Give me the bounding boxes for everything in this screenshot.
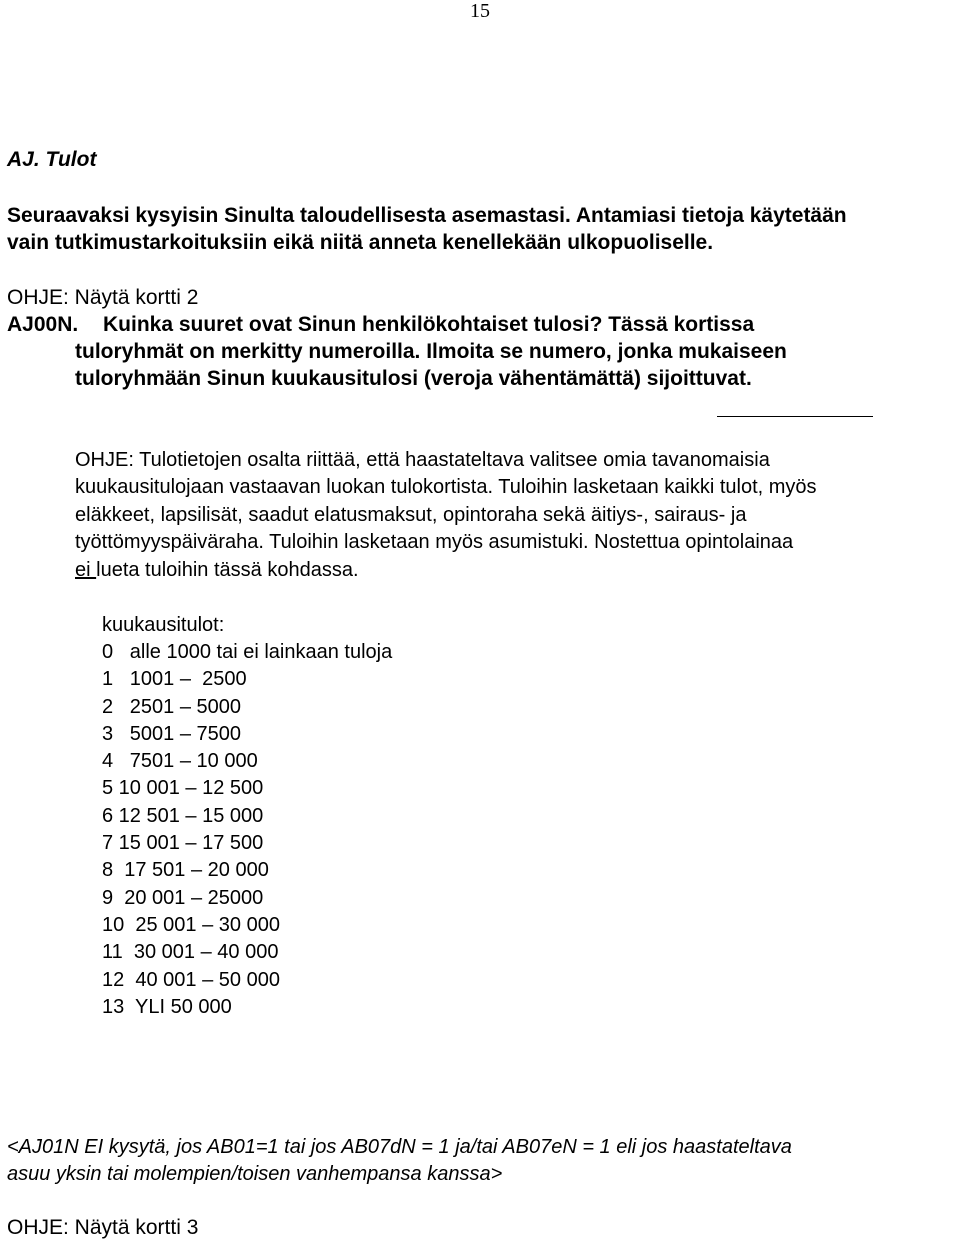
underlined-word: ei [75, 559, 97, 581]
intro-line-1: Seuraavaksi kysyisin Sinulta taloudellisesta asemastasi. Antamiasi tietoja käytetään [7, 204, 847, 227]
income-row-6: 6 12 501 – 15 000 [102, 804, 264, 827]
answer-line[interactable] [717, 416, 873, 417]
income-row-0: 0 alle 1000 tai ei lainkaan tuloja [102, 641, 393, 663]
income-list [102, 639, 392, 1021]
income-row-4: 4 7501 – 10 000 [102, 750, 258, 773]
question-code: AJ00N. [7, 313, 79, 336]
filter-line-1: <AJ01N EI kysytä, jos AB01=1 tai jos AB07dN = 1 ja/tai AB07eN = 1 eli jos haastateltava [7, 1136, 792, 1158]
intro-line-2: vain tutkimustarkoituksiin eikä niitä anneta kenellekään ulkopuoliselle. [7, 231, 714, 254]
note-line-5 [75, 557, 359, 584]
income-row-7: 7 15 001 – 17 500 [102, 832, 264, 855]
income-heading: kuukausitulot: [102, 614, 225, 636]
note-line-1: OHJE: Tulotietojen osalta riittää, että haastateltava valitsee omia tavanomaisia [75, 449, 770, 471]
question-line-2: tuloryhmät on merkitty numeroilla. Ilmoita se numero, jonka mukaiseen [75, 340, 787, 363]
income-row-9: 9 20 001 – 25000 [102, 886, 264, 909]
instruction-card-2: OHJE: Näytä kortti 2 [7, 286, 199, 309]
income-row-2: 2 2501 – 5000 [102, 695, 242, 718]
note-line-2: kuukausitulojaan vastaavan luokan tulokortista. Tuloihin lasketaan kaikki tulot, myös [75, 476, 817, 498]
income-row-11: 11 30 001 – 40 000 [102, 941, 279, 964]
page-number: 15 [470, 0, 490, 22]
question-line-3: tuloryhmään Sinun kuukausitulosi (veroja vähentämättä) sijoittuvat. [75, 367, 752, 390]
section-title: AJ. Tulot [7, 148, 97, 171]
instruction-card-3: OHJE: Näytä kortti 3 [7, 1216, 199, 1239]
income-row-13: 13 YLI 50 000 [102, 995, 232, 1018]
income-row-1: 1 1001 – 2500 [102, 668, 247, 691]
note-line-5-rest: lueta tuloihin tässä kohdassa. [96, 559, 359, 581]
income-row-10: 10 25 001 – 30 000 [102, 913, 280, 936]
income-row-8: 8 17 501 – 20 000 [102, 859, 269, 882]
note-line-4: työttömyyspäiväraha. Tuloihin lasketaan myös asumistuki. Nostettua opintolainaa [75, 531, 794, 553]
income-row-12: 12 40 001 – 50 000 [102, 968, 280, 991]
filter-line-2: asuu yksin tai molempien/toisen vanhempansa kanssa> [7, 1163, 503, 1185]
income-row-5: 5 10 001 – 12 500 [102, 777, 264, 800]
question-line-1: Kuinka suuret ovat Sinun henkilökohtaiset tulosi? Tässä kortissa [103, 313, 755, 336]
income-row-3: 3 5001 – 7500 [102, 722, 242, 745]
note-line-3: eläkkeet, lapsilisät, saadut elatusmaksut, opintoraha sekä äitiys-, sairaus- ja [75, 504, 747, 526]
